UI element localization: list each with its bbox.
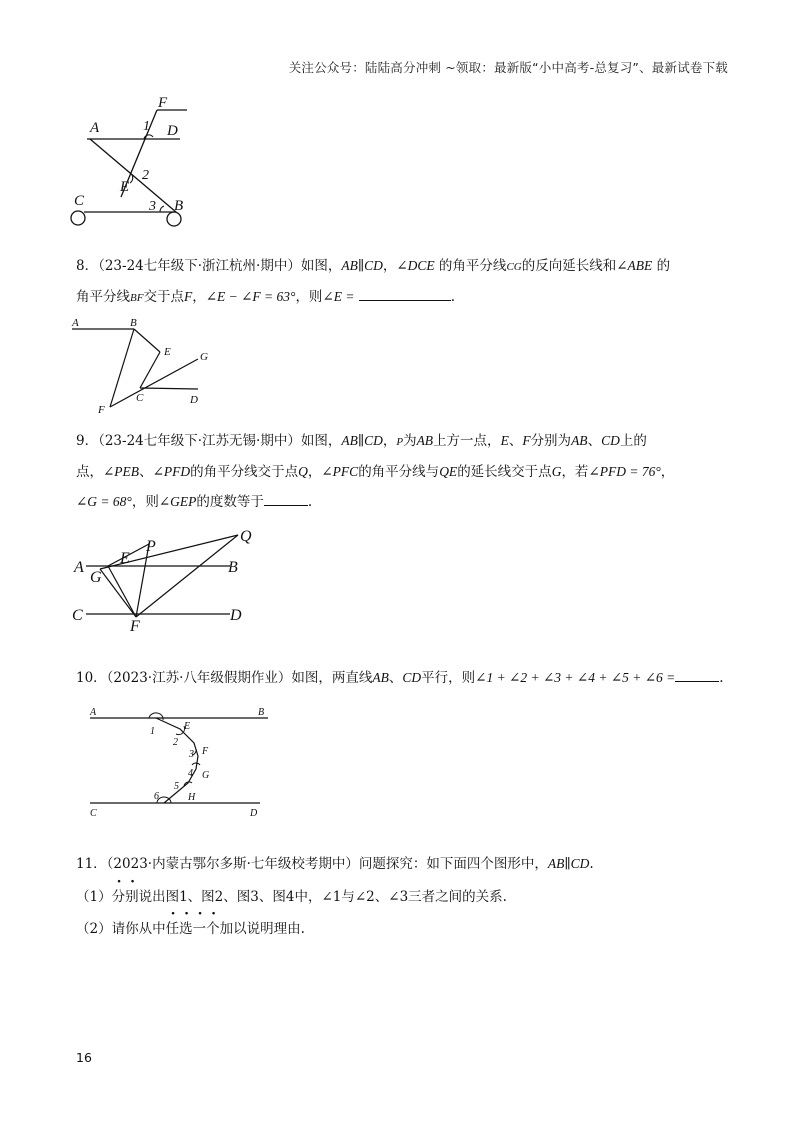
label-P: P bbox=[146, 538, 156, 555]
q9-math: G bbox=[551, 464, 562, 479]
q9-line-2 bbox=[76, 457, 730, 487]
q10-text: 、 bbox=[388, 670, 403, 686]
q9-text: 、 bbox=[139, 464, 153, 480]
label-C: C bbox=[74, 193, 85, 209]
angle-label-3: 3 bbox=[149, 199, 156, 214]
q8-text: 8．（23-24七年级下·浙江杭州·期中）如图， bbox=[76, 258, 342, 274]
q9-math: ∠PEB bbox=[103, 464, 140, 479]
q9-text: ，若 bbox=[561, 464, 589, 480]
q9-text: 为 bbox=[403, 433, 417, 449]
label-F: F bbox=[130, 618, 140, 635]
q8-line-2 bbox=[76, 282, 730, 313]
figure-q9 bbox=[70, 525, 270, 635]
label-A: A bbox=[74, 559, 84, 576]
q9-math: CD bbox=[601, 433, 620, 448]
q9-math: ∠PFD bbox=[152, 464, 191, 479]
q9-text: ，则 bbox=[131, 494, 159, 510]
q9-math: E bbox=[500, 433, 509, 448]
q9-text: 、 bbox=[587, 433, 602, 449]
q11-sub2-text: （2）请你从中 bbox=[76, 921, 166, 937]
answer-blank[interactable] bbox=[359, 288, 451, 301]
angle-label-4: 4 bbox=[188, 768, 193, 779]
label-C: C bbox=[136, 392, 144, 404]
q10-text: 平行，则 bbox=[421, 670, 476, 686]
q10-math: ∠1 + ∠2 + ∠3 + ∠4 + ∠5 + ∠6 = bbox=[475, 670, 676, 685]
emphasis-char: 选 bbox=[179, 921, 193, 937]
q11-text: 11．（2023·内蒙古鄂尔多斯·七年级校考期中）问题探究：如下面四个图形中， bbox=[76, 856, 548, 872]
label-E: E bbox=[120, 550, 130, 567]
q9-math: AB∥CD bbox=[341, 433, 383, 448]
q8-math: ∠ABE bbox=[616, 258, 653, 273]
q9-math: F bbox=[522, 433, 531, 448]
q8-text: 交于点 bbox=[143, 289, 184, 305]
angle-label-1: 1 bbox=[150, 726, 155, 737]
q8-math: CG bbox=[506, 261, 522, 273]
emphasis-char: 个 bbox=[206, 921, 220, 937]
label-B: B bbox=[258, 707, 265, 718]
q11-sub1-text: 说出图1、图2、图3、图4中，∠1与∠2、∠3三者之间的关系. bbox=[138, 889, 507, 905]
q10-math: CD bbox=[402, 670, 422, 685]
angle-label-1: 1 bbox=[143, 119, 150, 134]
q9-text: 的度数等于 bbox=[196, 494, 264, 510]
q9-text: . bbox=[307, 494, 313, 510]
q11-sub2-text: 加以说明理由. bbox=[219, 921, 305, 937]
label-D: D bbox=[250, 808, 258, 818]
angle-label-6: 6 bbox=[154, 791, 159, 802]
q9-math: ∠GEP bbox=[158, 494, 197, 509]
label-G: G bbox=[202, 770, 210, 781]
q9-text: ， bbox=[660, 464, 675, 480]
q9-text: 点， bbox=[76, 464, 103, 480]
q9-math: QE bbox=[439, 464, 458, 479]
label-B: B bbox=[174, 198, 184, 214]
page-number: 16 bbox=[76, 1050, 92, 1065]
emphasis-char: 一 bbox=[192, 921, 207, 937]
label-C: C bbox=[72, 607, 83, 624]
q8-math: ∠DCE bbox=[396, 258, 435, 273]
q9-text: ， bbox=[382, 433, 397, 449]
label-G: G bbox=[200, 351, 208, 363]
q8-text: 的反向延长线和 bbox=[521, 258, 617, 274]
q9-text: ， bbox=[307, 464, 322, 480]
q9-math: AB bbox=[571, 433, 588, 448]
angle-label-5: 5 bbox=[174, 781, 179, 792]
answer-blank[interactable] bbox=[264, 493, 308, 506]
label-C: C bbox=[90, 808, 97, 818]
label-A: A bbox=[90, 120, 100, 136]
label-A: A bbox=[72, 317, 79, 329]
label-B: B bbox=[228, 559, 238, 576]
figure-q7 bbox=[70, 95, 210, 230]
label-F: F bbox=[98, 404, 105, 416]
q11-text: . bbox=[589, 856, 594, 872]
q10-text: 10．（2023·江苏·八年级假期作业）如图，两直线 bbox=[76, 670, 373, 686]
label-B: B bbox=[130, 317, 137, 329]
q8-math: ∠E = bbox=[322, 289, 355, 304]
q9-math: AB bbox=[416, 433, 434, 448]
q9-text: 9．（23-24七年级下·江苏无锡·期中）如图， bbox=[76, 433, 342, 449]
label-F: F bbox=[158, 95, 168, 111]
label-F: F bbox=[202, 746, 209, 757]
label-D: D bbox=[167, 123, 178, 139]
label-E: E bbox=[120, 179, 130, 195]
q10-math: AB bbox=[372, 670, 389, 685]
q8-text: ， bbox=[382, 258, 397, 274]
q8-text: 的角平分线 bbox=[434, 258, 507, 274]
q9-math: ∠PFD = 76° bbox=[588, 464, 661, 479]
label-D: D bbox=[230, 607, 242, 624]
label-H: H bbox=[188, 792, 196, 803]
question-8 bbox=[76, 251, 730, 313]
q9-text: 的延长线交于点 bbox=[457, 464, 552, 480]
label-Q: Q bbox=[240, 528, 252, 545]
label-E: E bbox=[164, 346, 171, 358]
q9-text: 、 bbox=[508, 433, 523, 449]
q8-text: ， bbox=[192, 289, 206, 305]
q9-math: P bbox=[396, 436, 404, 448]
q8-text: 角平分线 bbox=[76, 289, 130, 305]
figure-q10 bbox=[84, 703, 274, 818]
q11-sub1-text: （1） bbox=[76, 889, 112, 905]
q8-line-1 bbox=[76, 251, 730, 282]
q8-math: BF bbox=[130, 292, 144, 304]
question-10 bbox=[76, 663, 730, 693]
q9-math: ∠PFC bbox=[321, 464, 359, 479]
label-A: A bbox=[90, 707, 97, 718]
figure-q8 bbox=[70, 314, 220, 419]
label-G: G bbox=[90, 569, 102, 586]
angle-label-3: 3 bbox=[189, 749, 194, 760]
q9-text: 的角平分线与 bbox=[358, 464, 440, 480]
q8-math: ∠E − ∠F = 63° bbox=[205, 289, 296, 304]
question-11-sub-2 bbox=[76, 917, 305, 937]
question-9 bbox=[76, 426, 730, 517]
page-header: 关注公众号：陆陆高分冲刺 ~领取：最新版“小中高考-总复习”、最新试卷下载 bbox=[288, 60, 728, 75]
q9-math: Q bbox=[298, 464, 308, 479]
q9-text: 分别为 bbox=[530, 433, 572, 449]
label-D: D bbox=[190, 394, 198, 406]
q8-text: ，则 bbox=[295, 289, 323, 305]
answer-blank[interactable] bbox=[675, 669, 719, 682]
emphasis-char: 任 bbox=[165, 921, 180, 937]
q9-line-1 bbox=[76, 426, 730, 457]
q9-text: 的角平分线交于点 bbox=[190, 464, 299, 480]
q9-line-3 bbox=[76, 487, 730, 517]
emphasis-char: 别 bbox=[125, 889, 139, 905]
q10-text: . bbox=[719, 670, 724, 686]
angle-label-2: 2 bbox=[142, 168, 149, 183]
q8-math: F bbox=[183, 289, 193, 304]
q8-text: . bbox=[450, 289, 456, 305]
q9-text: 上的 bbox=[619, 433, 647, 449]
q8-text: 的 bbox=[652, 258, 671, 274]
q9-math: ∠G = 68° bbox=[76, 494, 132, 509]
emphasis-char: 分 bbox=[111, 889, 126, 905]
q11-math: AB∥CD bbox=[547, 856, 590, 871]
question-11 bbox=[76, 849, 730, 879]
q9-text: 上方一点， bbox=[433, 433, 501, 449]
label-E: E bbox=[184, 721, 191, 732]
angle-label-2: 2 bbox=[173, 737, 178, 748]
question-11-sub-1 bbox=[76, 885, 507, 905]
q8-math: AB∥CD bbox=[341, 258, 383, 273]
